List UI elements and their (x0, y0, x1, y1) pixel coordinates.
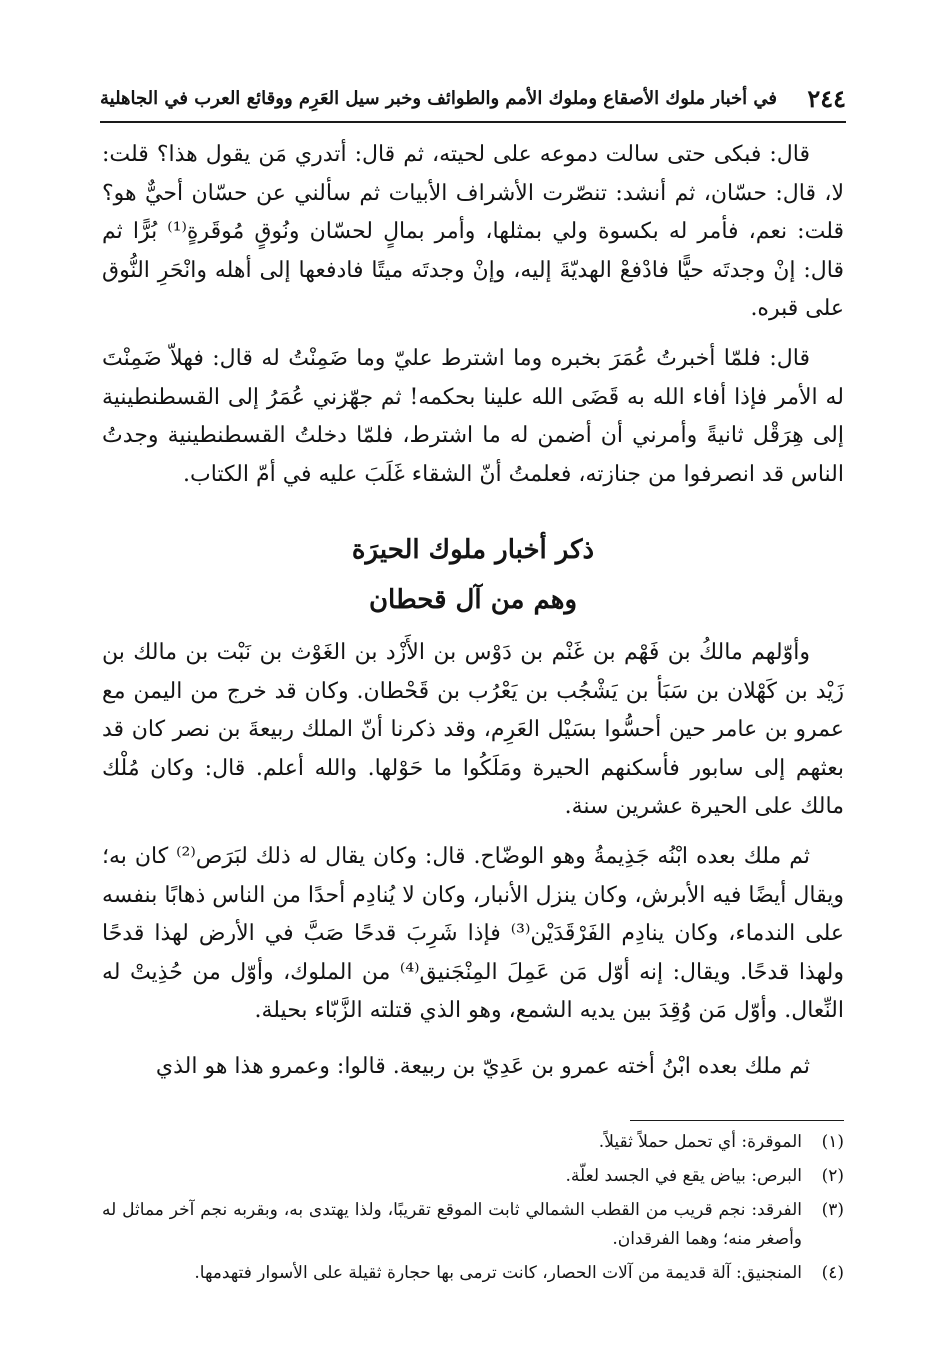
footnotes (102, 1128, 844, 1293)
footnote-number: (٤) (821, 1263, 844, 1283)
text-block-2 (102, 340, 844, 494)
text-block-5 (102, 1048, 844, 1087)
page-header (100, 78, 846, 116)
footnote-item (102, 1259, 844, 1288)
footnote-item (102, 1128, 844, 1157)
paragraph: قال: فلمّا أخبرتُ عُمَرَ بخبره وما اشترط عليّ وما ضَمِنْتُ له قال: فهلاّ ضَمِنْتَ له الأمر فإذا أفاء الله به قَضَى الله علينا بحكمه! ثم جهّزني عُمَرُ إلى القسطنطينية إلى هِرَقْل ثانيةً وأمرني أن أضمن له ما اشترط، فلمّا دخلتُ القسطنطينية وجدتُ الناس قد انصرفوا من جنازته، فعلمتُ أنّ الشقاء غَلَبَ عليه في أمّ الكتاب. (102, 346, 844, 487)
text-block-1 (102, 136, 844, 329)
section-heading: ذكر أخبار ملوك الحيرَة (351, 535, 595, 565)
paragraph: وأوّلهم مالكُ بن فَهْم بن غَنْم بن دَوْس بن الأَزْد بن الغَوْث بن نَبْت بن مالك بن زَيْد بن كَهْلان بن سَبَأ بن يَشْجُب بن يَعْرُب بن قَحْطان. وكان قد خرج من اليمن مع عمرو بن عامر حين أحسُّوا بسَيْل العَرِم، وقد ذكرنا أنّ الملك ربيعةَ بن نصر كان قد بعثهم إلى سابور فأسكنهم الحيرة ومَلَكُوا ما حَوْلها. والله أعلم. قال: وكان مُلْك مالك على الحيرة عشرين سنة. (102, 640, 844, 819)
header-rule (100, 121, 846, 123)
paragraph: ثم ملك بعده ابْنُ أخته عمرو بن عَدِيّ بن ربيعة. قالوا: وعمرو هذا هو الذي (155, 1054, 810, 1079)
page-number: ٢٤٤ (807, 84, 846, 113)
footnote-number: (١) (821, 1132, 844, 1152)
footnote-number: (٢) (821, 1166, 844, 1186)
footnote-text: البرص: بياض يقع في الجسد لعلّة. (565, 1166, 802, 1186)
text-block-4 (102, 838, 844, 1031)
footnote-text: المنجنيق: آلة قديمة من آلات الحصار، كانت ترمى بها حجارة ثقيلة على الأسوار فتهدمها. (194, 1263, 802, 1283)
footnote-number: (٣) (821, 1200, 844, 1220)
footnote-separator (630, 1120, 844, 1121)
paragraph: ثم ملك بعده ابْنُه جَذِيمةُ وهو الوضّاح. قال: وكان يقال له ذلك لبَرَص⁽²⁾ كان به؛ ويقال أيضًا فيه الأبرش، وكان ينزل الأنبار، وكان لا يُنادِم أحدًا من الناس ذهابًا بنفسه على الندماء، وكان ينادِم الفَرْقَدَيْن⁽³⁾ فإذا شَرِبَ قدحًا صَبَّ في الأرض لهذا قدحًا ولهذا قدحًا. ويقال: إنه أوّل مَن عَمِلَ المِنْجَنيق⁽⁴⁾ من الملوك، وأوّل من حُذِيتْ له النِّعال. وأوّل مَن وُقِدَ بين يديه الشمع، وهو الذي قتلته الزَّبّاء بحيلة. (102, 844, 844, 1023)
running-title: في أخبار ملوك الأصقاع وملوك الأمم والطوائف وخبر سيل العَرِم ووقائع العرب في الجاهلية (100, 88, 778, 109)
section-subheading: وهم من آل قحطان (368, 585, 578, 615)
footnote-text: الفرقد: نجم قريب من القطب الشمالي ثابت الموقع تقريبًا، ولذا يهتدى به، وبقربه نجم آخر مماثل له وأصغر منه؛ وهما الفرقدان. (102, 1200, 802, 1249)
footnote-item (102, 1196, 844, 1254)
paragraph: قال: فبكى حتى سالت دموعه على لحيته، ثم قال: أتدري مَن يقول هذا؟ قلت: لا، قال: حسّان، ثم أنشد: تنصّرت الأشراف الأبيات ثم سألني عن حسّان أحيٌّ هو؟ قلت: نعم، فأمر له بكسوة ولي بمثلها، وأمر بمالٍ لحسّان ونُوقٍ مُوقَرةٍ⁽¹⁾ بُرًّا ثم قال: إنْ وجدتَه حيًّا فادْفعْ الهديّةَ إليه، وإنْ وجدتَه ميتًا فادفعها إلى أهله وانْحَرِ النُّوق على قبره. (102, 142, 844, 321)
footnote-item (102, 1162, 844, 1191)
text-block-3 (102, 634, 844, 827)
footnote-text: الموقرة: أي تحمل حملاً ثقيلاً. (598, 1132, 802, 1152)
